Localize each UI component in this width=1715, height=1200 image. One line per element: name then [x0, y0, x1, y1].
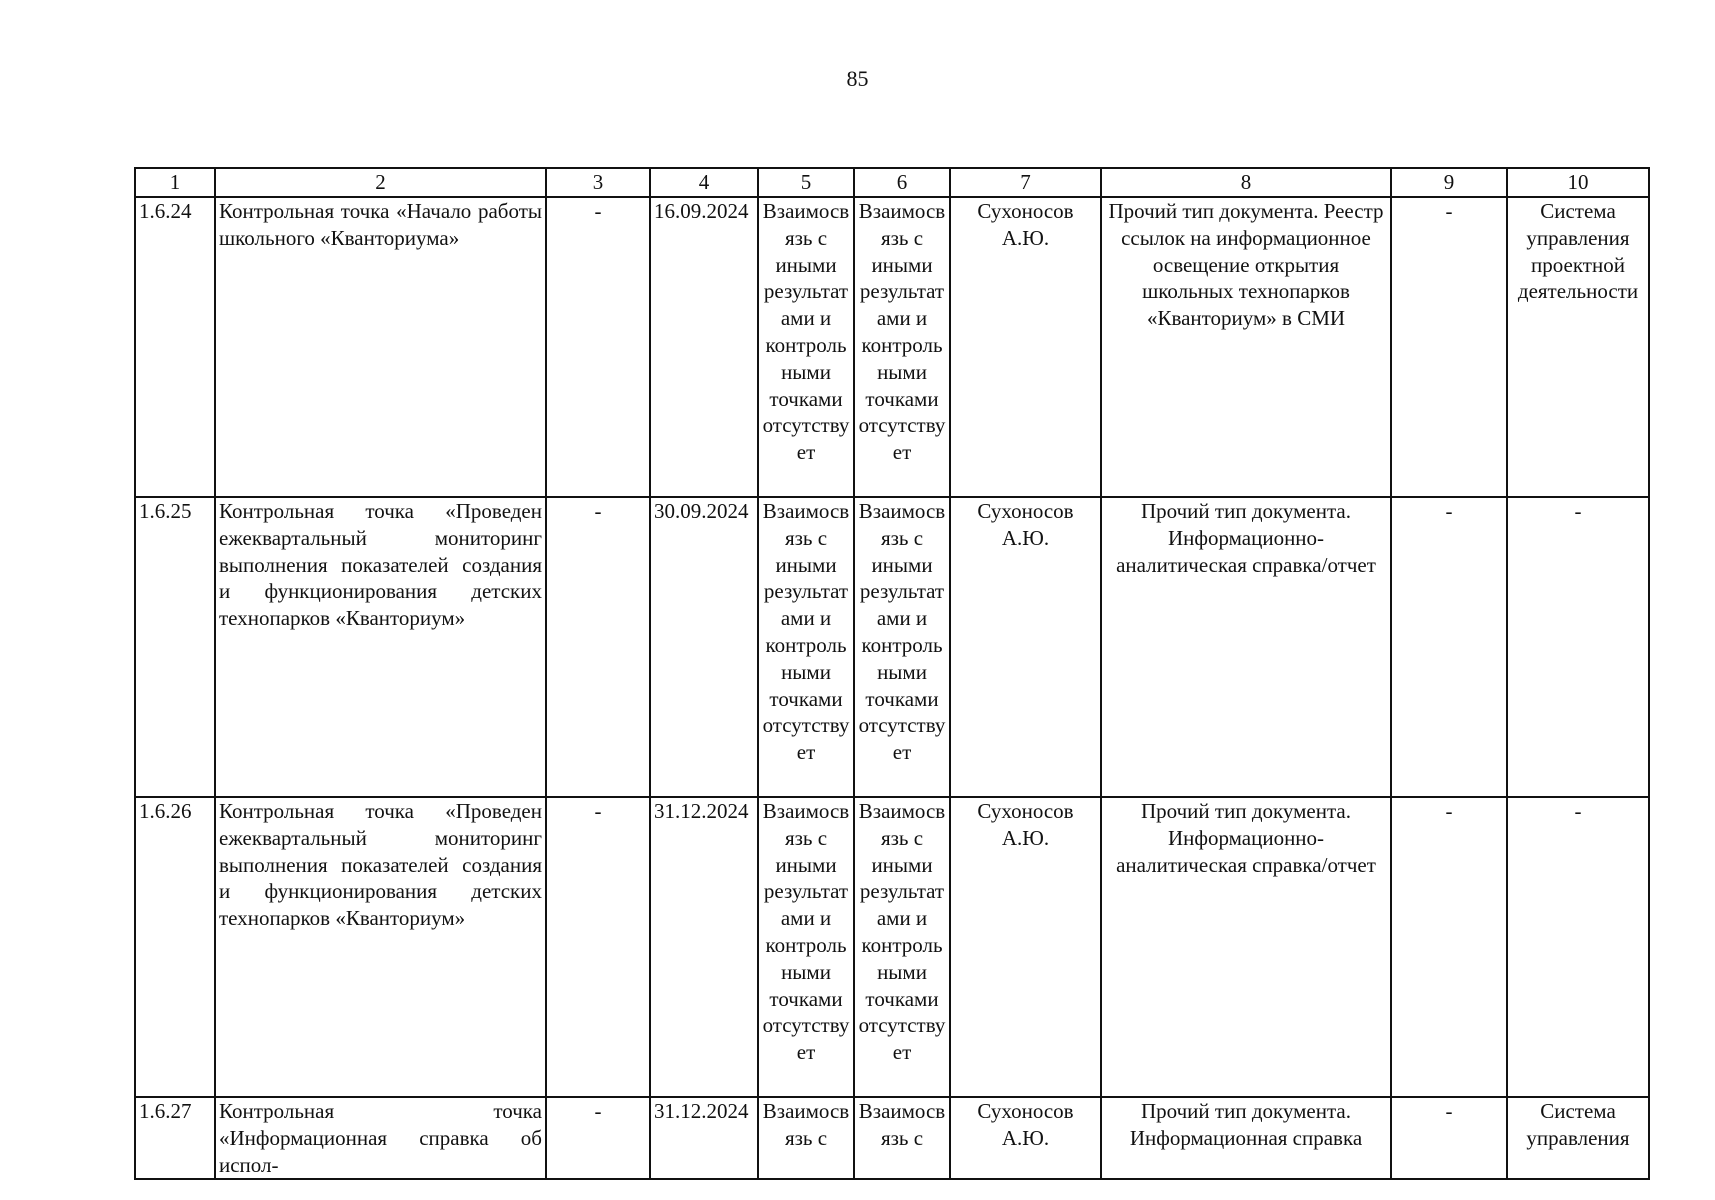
table-row	[135, 1097, 1649, 1179]
row-responsible: Сухоносов А.Ю.	[950, 497, 1101, 797]
row-name: Контрольная точка «Проведен ежеквартальный мониторинг выполнения показателей создания и функционирования детских технопарков «Кванториум»	[215, 497, 546, 797]
row-responsible: Сухоносов А.Ю.	[950, 797, 1101, 1097]
row-col5: Взаимосвязь с иными результатами и контрольными точками отсутствует	[758, 497, 854, 797]
column-header: 1	[135, 168, 215, 197]
row-name: Контрольная точка «Информационная справка об испол-	[215, 1097, 546, 1179]
row-number: 1.6.25	[135, 497, 215, 797]
column-header: 3	[546, 168, 650, 197]
row-document: Прочий тип документа. Информационная справка	[1101, 1097, 1391, 1179]
row-document: Прочий тип документа. Информационно-аналитическая справка/отчет	[1101, 797, 1391, 1097]
column-header: 10	[1507, 168, 1649, 197]
row-col5: Взаимосвязь с иными результатами и контрольными точками отсутствует	[758, 197, 854, 497]
row-col9: -	[1391, 197, 1507, 497]
row-col9: -	[1391, 1097, 1507, 1179]
column-header: 6	[854, 168, 950, 197]
page-number: 85	[846, 66, 869, 91]
row-responsible: Сухоносов А.Ю.	[950, 1097, 1101, 1179]
table-row	[135, 497, 1649, 797]
row-date: 30.09.2024	[650, 497, 758, 797]
row-date: 31.12.2024	[650, 1097, 758, 1179]
row-col3: -	[546, 197, 650, 497]
row-date: 31.12.2024	[650, 797, 758, 1097]
table-row	[135, 197, 1649, 497]
row-document: Прочий тип документа. Реестр ссылок на информационное освещение открытия школьных технопарков «Кванториум» в СМИ	[1101, 197, 1391, 497]
row-name: Контрольная точка «Начало работы школьного «Кванториума»	[215, 197, 546, 497]
row-col3: -	[546, 797, 650, 1097]
column-header: 5	[758, 168, 854, 197]
row-col9: -	[1391, 497, 1507, 797]
row-col9: -	[1391, 797, 1507, 1097]
row-col6: Взаимосвязь с	[854, 1097, 950, 1179]
column-header: 8	[1101, 168, 1391, 197]
row-col10: -	[1507, 797, 1649, 1097]
row-date: 16.09.2024	[650, 197, 758, 497]
row-col5: Взаимосвязь с иными результатами и контрольными точками отсутствует	[758, 797, 854, 1097]
row-col3: -	[546, 497, 650, 797]
column-header: 7	[950, 168, 1101, 197]
row-number: 1.6.24	[135, 197, 215, 497]
row-name: Контрольная точка «Проведен ежеквартальный мониторинг выполнения показателей создания и функционирования детских технопарков «Кванториум»	[215, 797, 546, 1097]
plan-table	[134, 167, 1650, 1180]
row-col6: Взаимосвязь с иными результатами и контрольными точками отсутствует	[854, 197, 950, 497]
row-number: 1.6.26	[135, 797, 215, 1097]
row-col3: -	[546, 1097, 650, 1179]
row-col6: Взаимосвязь с иными результатами и контрольными точками отсутствует	[854, 797, 950, 1097]
header-row	[135, 168, 1649, 197]
row-col10: Система управления	[1507, 1097, 1649, 1179]
row-responsible: Сухоносов А.Ю.	[950, 197, 1101, 497]
row-col6: Взаимосвязь с иными результатами и контрольными точками отсутствует	[854, 497, 950, 797]
row-document: Прочий тип документа. Информационно-аналитическая справка/отчет	[1101, 497, 1391, 797]
row-number: 1.6.27	[135, 1097, 215, 1179]
row-col10: -	[1507, 497, 1649, 797]
table-row	[135, 797, 1649, 1097]
row-col5: Взаимосвязь с	[758, 1097, 854, 1179]
column-header: 4	[650, 168, 758, 197]
column-header: 2	[215, 168, 546, 197]
column-header: 9	[1391, 168, 1507, 197]
row-col10: Система управления проектной деятельности	[1507, 197, 1649, 497]
